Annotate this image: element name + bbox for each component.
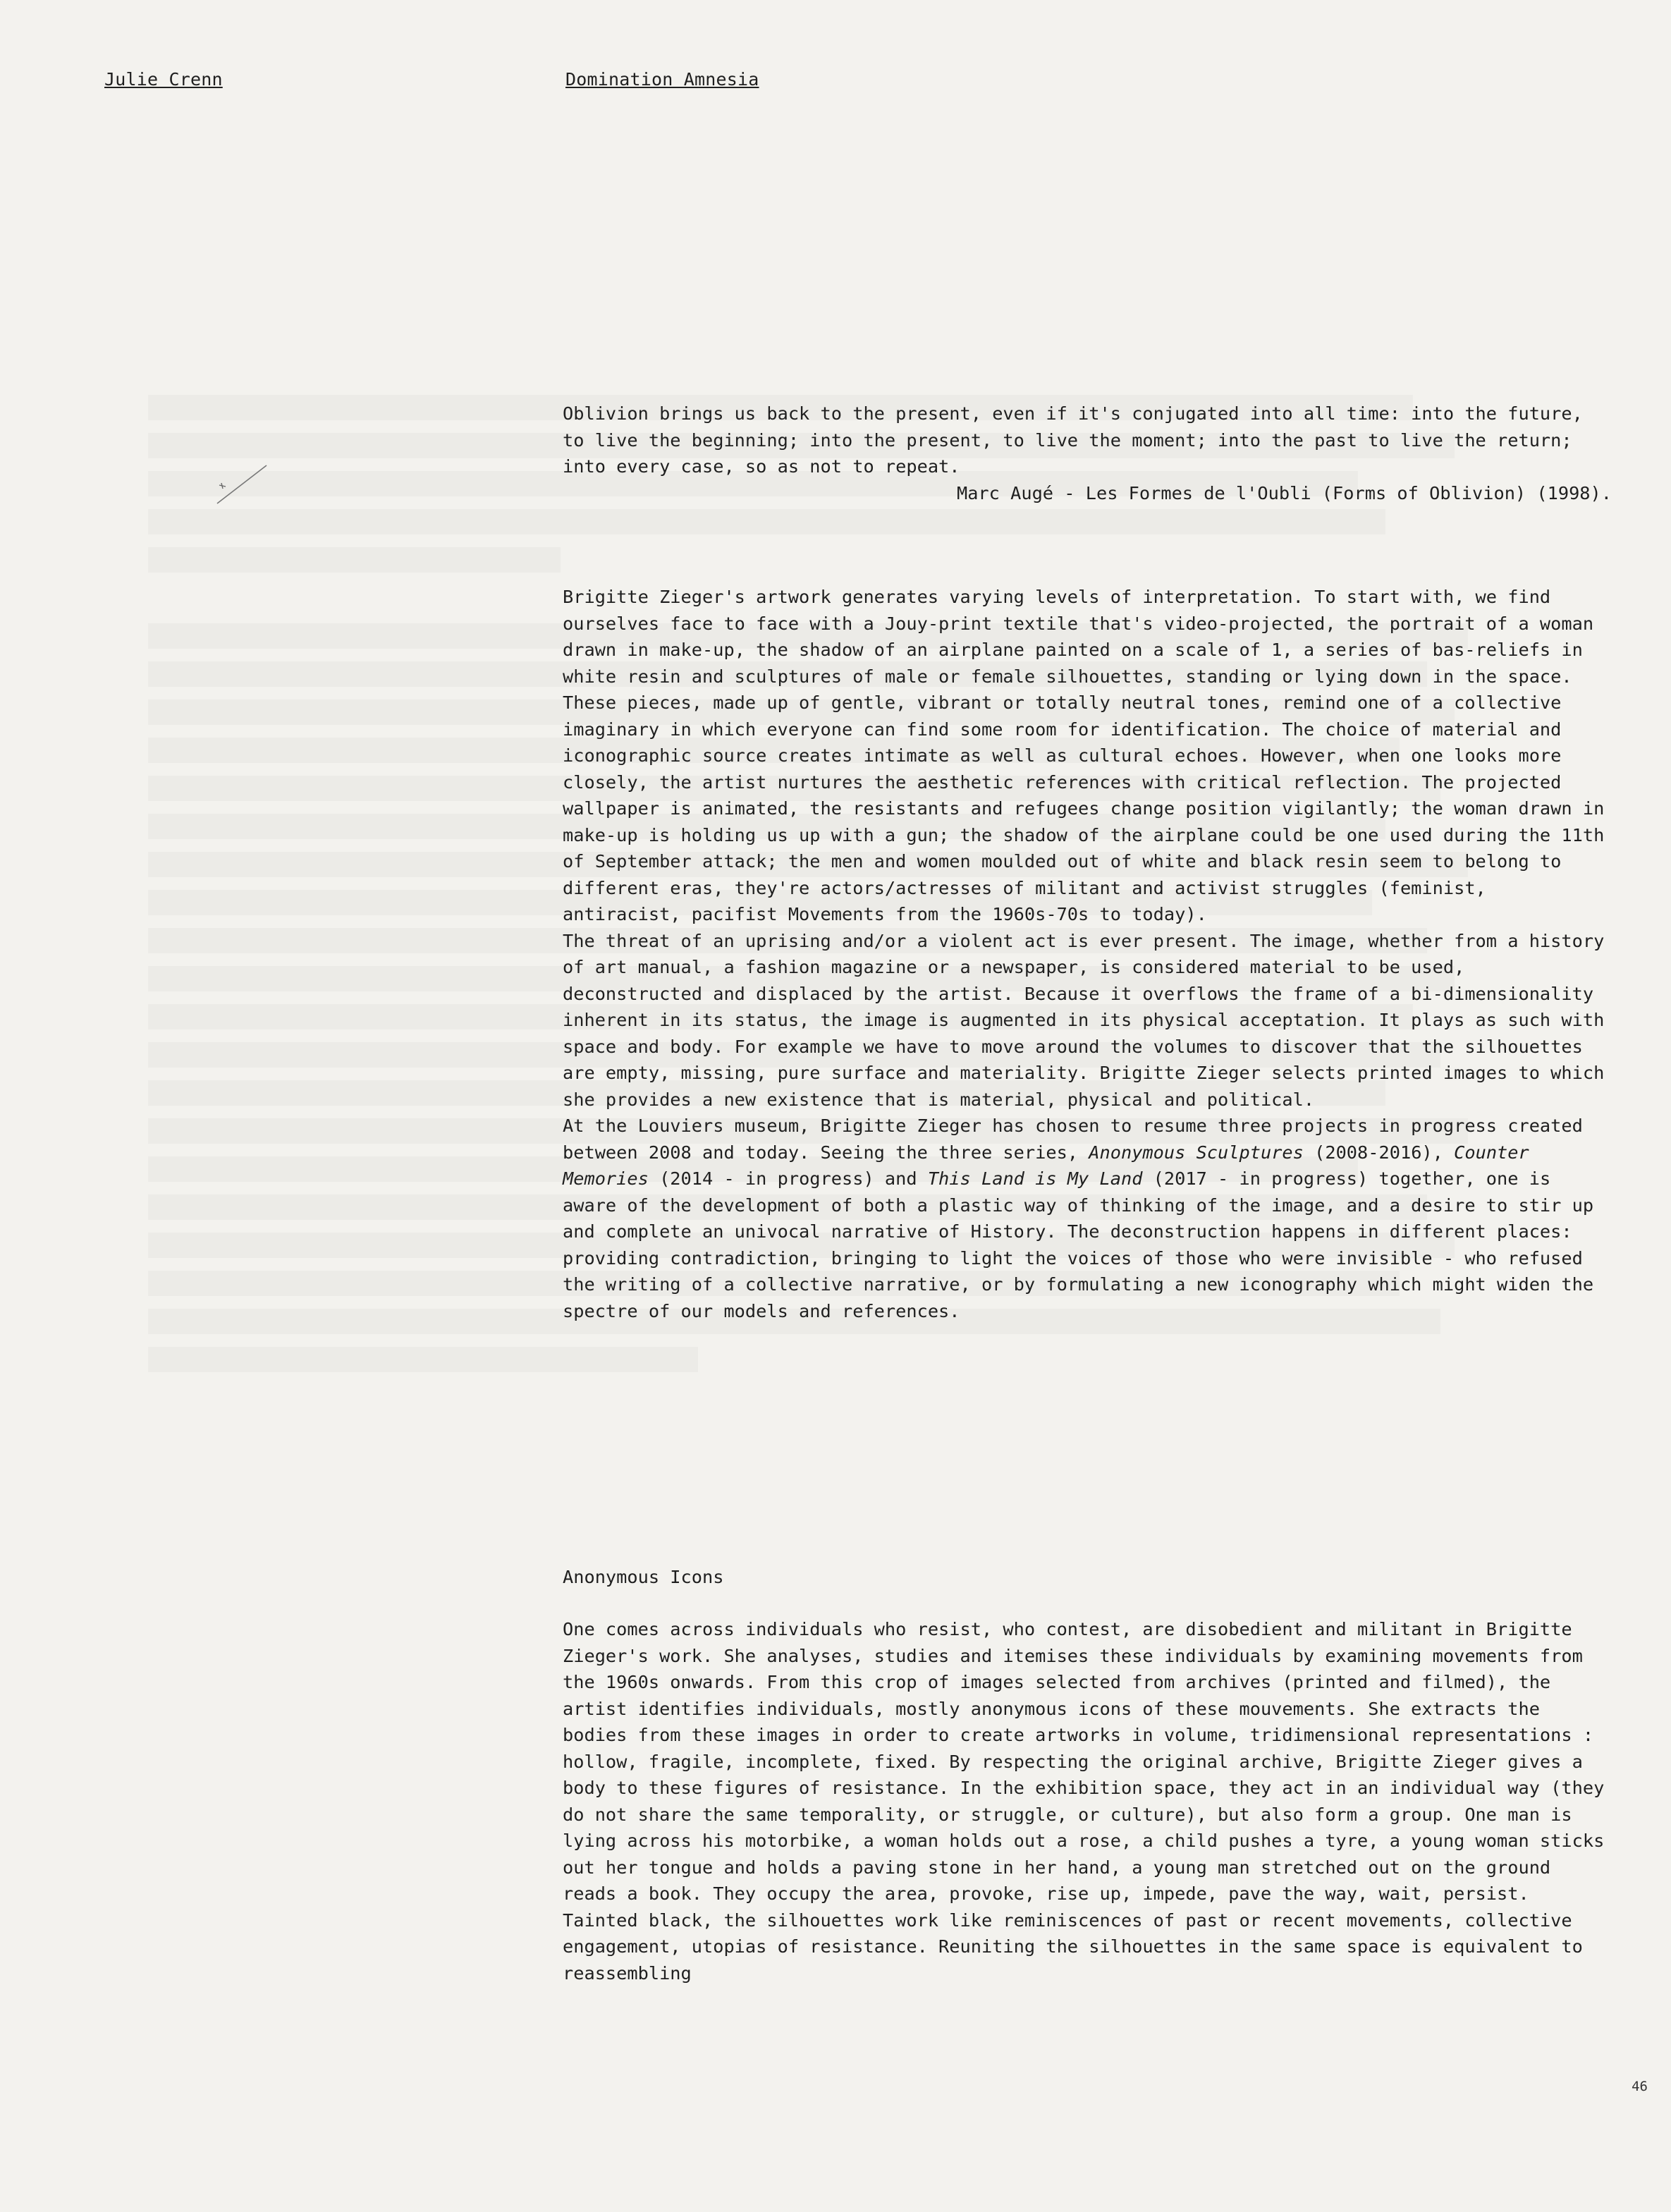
work-title-anonymous-sculptures: Anonymous Sculptures bbox=[1089, 1142, 1304, 1163]
paragraph-anonymous-icons: One comes across individuals who resist, who contest, are disobedient and militant in Brigitte Zieger's work. She analyses, studies and itemises these individuals by examining movements from the 1960s onwards. From this crop of images selected from archives (printed and filmed), the artist identifies individuals, mostly anonymous icons of these mouvements. She extracts the bodies from these images in order to create artworks in volume, tridimensional representations : hollow, fragile, incomplete, fixed. By respecting the original archive, Brigitte Zieger gives a body to these figures of resistance. In the exhibition space, they act in an individual way (they do not share the same temporality, or struggle, or culture), but also form a group. One man is lying across his motorbike, a woman holds out a rose, a child pushes a tyre, a young woman sticks out her tongue and holds a paving stone in her hand, a young man stretched out on the ground reads a book. They occupy the area, provoke, rise up, impede, pave the way, wait, persist. Tainted black, the silhouettes work like reminiscences of past or recent movements, collective engagement, utopias of resistance. Reuniting the silhouettes in the same space is equivalent to reassembling bbox=[563, 1619, 1605, 1984]
text-run: (2014 - in progress) and bbox=[648, 1168, 928, 1189]
section-text bbox=[563, 1616, 1612, 1986]
work-title-counter-memories: Counter Memories bbox=[563, 1142, 1529, 1189]
paragraph-louviers bbox=[563, 1113, 1612, 1324]
work-title-this-land: This Land is My Land bbox=[927, 1168, 1143, 1189]
paragraph-image: The threat of an uprising and/or a violent act is ever present. The image, whether from a history of art manual, a fashion magazine or a newspaper, is considered material to be used, deconstructed and displaced by the artist. Because it overflows the frame of a bi-dimensionality inherent in its status, the image is augmented in its physical acceptation. It plays as such with space and body. For example we have to move around the volumes to discover that the silhouettes are empty, missing, pure surface and materiality. Brigitte Zieger selects printed images to which she provides a new existence that is material, physical and political. bbox=[563, 930, 1605, 1110]
running-head-author: Julie Crenn bbox=[104, 69, 223, 90]
paragraph-intro: Brigitte Zieger's artwork generates varying levels of interpretation. To start with, we find ourselves face to face with a Jouy-print textile that's video-projected, the portrait of a woman drawn in make-up, the shadow of an airplane painted on a scale of 1, a series of bas-reliefs in white resin and sculptures of male or female silhouettes, standing or lying down in the space. These pieces, made up of gentle, vibrant or totally neutral tones, remind one of a collective imaginary in which everyone can find some room for identification. The choice of material and iconographic source creates intimate as well as cultural echoes. However, when one looks more closely, the artist nurtures the aesthetic references with critical reflection. The projected wallpaper is animated, the resistants and refugees change position vigilantly; the woman drawn in make-up is holding us up with a gun; the shadow of the airplane could be one used during the 11th of September attack; the men and women moulded out of white and black resin seem to belong to different eras, they're actors/actresses of militant and activist struggles (feminist, antiracist, pacifist Movements from the 1960s-70s to today). bbox=[563, 587, 1605, 924]
main-text bbox=[563, 584, 1612, 1324]
pencil-mark bbox=[216, 450, 279, 506]
epigraph bbox=[563, 401, 1612, 506]
epigraph-quote: Oblivion brings us back to the present, even if it's conjugated into all time: into the future, to live the beginning; into the present, to live the moment; into the past to live the return; into every case, so as not to repeat. bbox=[563, 403, 1583, 477]
epigraph-attribution: Marc Augé - Les Formes de l'Oubli (Forms of Oblivion) (1998). bbox=[956, 482, 1612, 503]
section-heading: Anonymous Icons bbox=[563, 1567, 724, 1587]
text-run: (2008-2016), bbox=[1303, 1142, 1455, 1163]
running-head-title: Domination Amnesia bbox=[565, 69, 759, 90]
page-number: 46 bbox=[1632, 2079, 1648, 2094]
text-run: (2017 - in progress) together, one is aware of the development of both a plastic way of thinking of the image, and a desire to stir up and complete an univocal narrative of History. The deconstruction happens in different places: providing contradiction, bringing to light the voices of those who were invisible - who refused the writing of a collective narrative, or by formulating a new iconography which might widen the spectre of our models and references. bbox=[563, 1168, 1594, 1321]
text-run: At the Louviers museum, Brigitte Zieger has chosen to resume three projects in progress created between 2008 and today. Seeing the three series, bbox=[563, 1116, 1583, 1163]
